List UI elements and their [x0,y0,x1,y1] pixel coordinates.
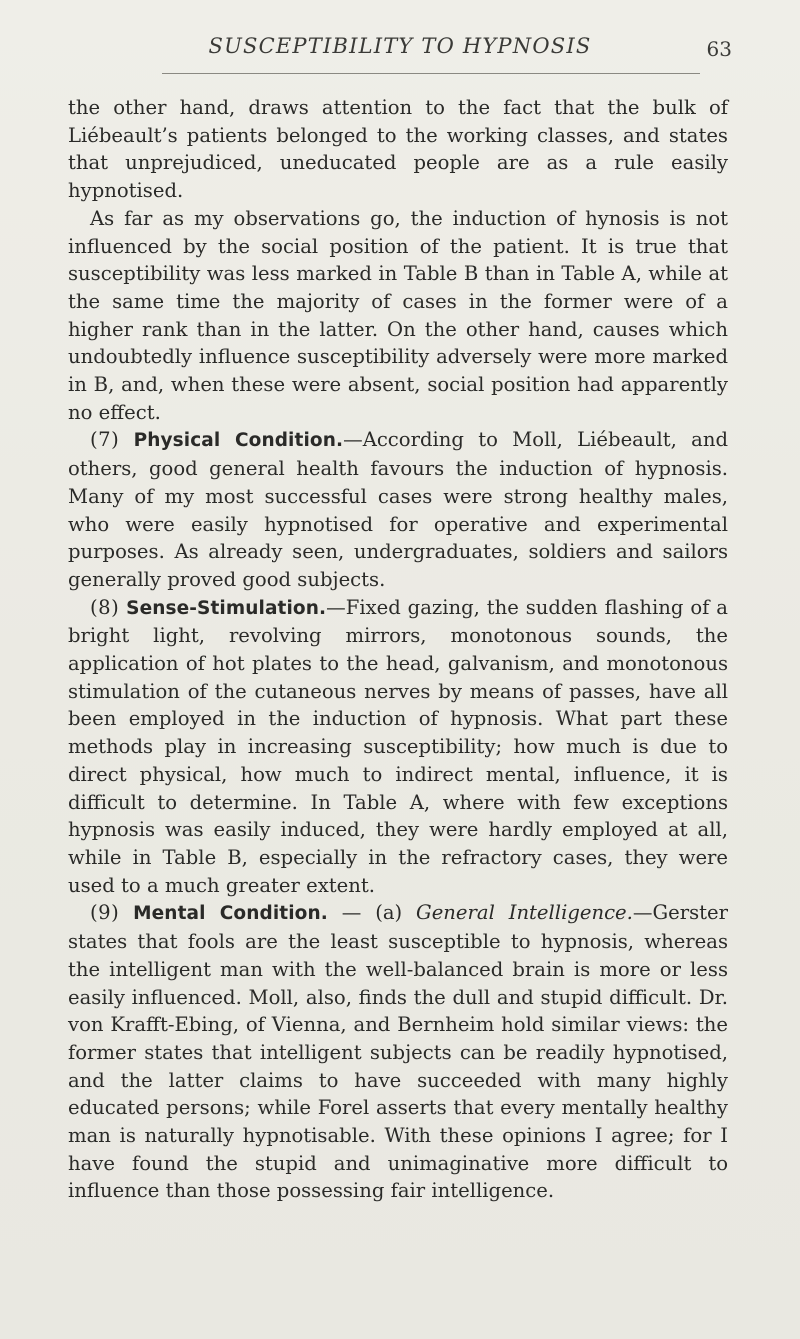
paragraph-text: —Gerster states that fools are the least susceptible to hypnosis, whereas the intelligent man with the well-balanced brain is more or less easily influenced. Moll, also, finds the dull and stupid difficult. Dr. von Krafft-Ebing, of Vienna, and Bernheim hold similar views: the former states that intelligent subjects can be readily hypnotised, and the latter claims to have succeeded with many highly educated persons; while Forel asserts that every mentally healthy man is naturally hypnotisable. With these opinions I agree; for I have found the stupid and unimaginative more difficult to influence than those possessing fair intelligence. [68,901,728,1203]
section-number: (9) [90,901,120,925]
section-heading: Sense-Stimulation. [126,597,327,619]
paragraph-text: the other hand, draws attention to the fact that the bulk of Liébeault’s patients belonged to the working classes, and states that unprejudiced, uneducated people are as a rule easily hypnotised. [68,96,728,203]
heading-dash: — [327,901,376,925]
sub-section-marker: (a) [375,901,403,925]
paragraph-sense-stimulation [68,594,728,900]
running-title: SUSCEPTIBILITY TO HYPNOSIS [208,34,592,58]
paragraph-physical-condition [68,426,728,593]
header-rule [162,73,700,74]
section-heading: Mental Condition. [133,903,328,925]
page-number: 63 [706,37,732,61]
section-heading: Physical Condition. [133,430,344,452]
section-number: (7) [90,428,120,452]
section-number: (8) [90,595,120,619]
paragraph-text: As far as my observations go, the induction of hynosis is not influenced by the social position of the patient. It is true that susceptibility was less marked in Table B than in Table A, while at the same time the majority of cases in the former were of a higher rank than in the latter. On the other hand, causes which undoubtedly influence susceptibility adversely were more marked in B, and, when these were absent, social position had apparently no effect. [68,206,728,424]
paragraph-text: —Fixed gazing, the sudden flashing of a bright light, revolving mirrors, monotonous sounds, the application of hot plates to the head, galvanism, and monotonous stimulation of the cutaneous nerves by means of passes, have all been employed in the induction of hypnosis. What part these methods play in increasing susceptibility; how much is due to direct physical, how much to indirect mental, influence, it is difficult to determine. In Table A, where with few exceptions hypnosis was easily induced, they were hardly employed at all, while in Table B, especially in the refractory cases, they were used to a much greater extent. [68,595,728,897]
running-head [68,34,732,68]
sub-section-heading: General Intelligence. [402,901,633,925]
paragraph-text: —According to Moll, Liébeault, and others, good general health favours the induction of hypnosis. Many of my most successful cases were strong healthy males, who were easily hypnotised for operative and experimental purposes. As already seen, undergraduates, soldiers and sailors generally proved good subjects. [68,428,728,591]
paragraph-social-position [68,205,728,427]
paragraph-continuation [68,94,728,205]
paragraph-mental-condition [68,899,728,1205]
body-text [68,94,728,1205]
